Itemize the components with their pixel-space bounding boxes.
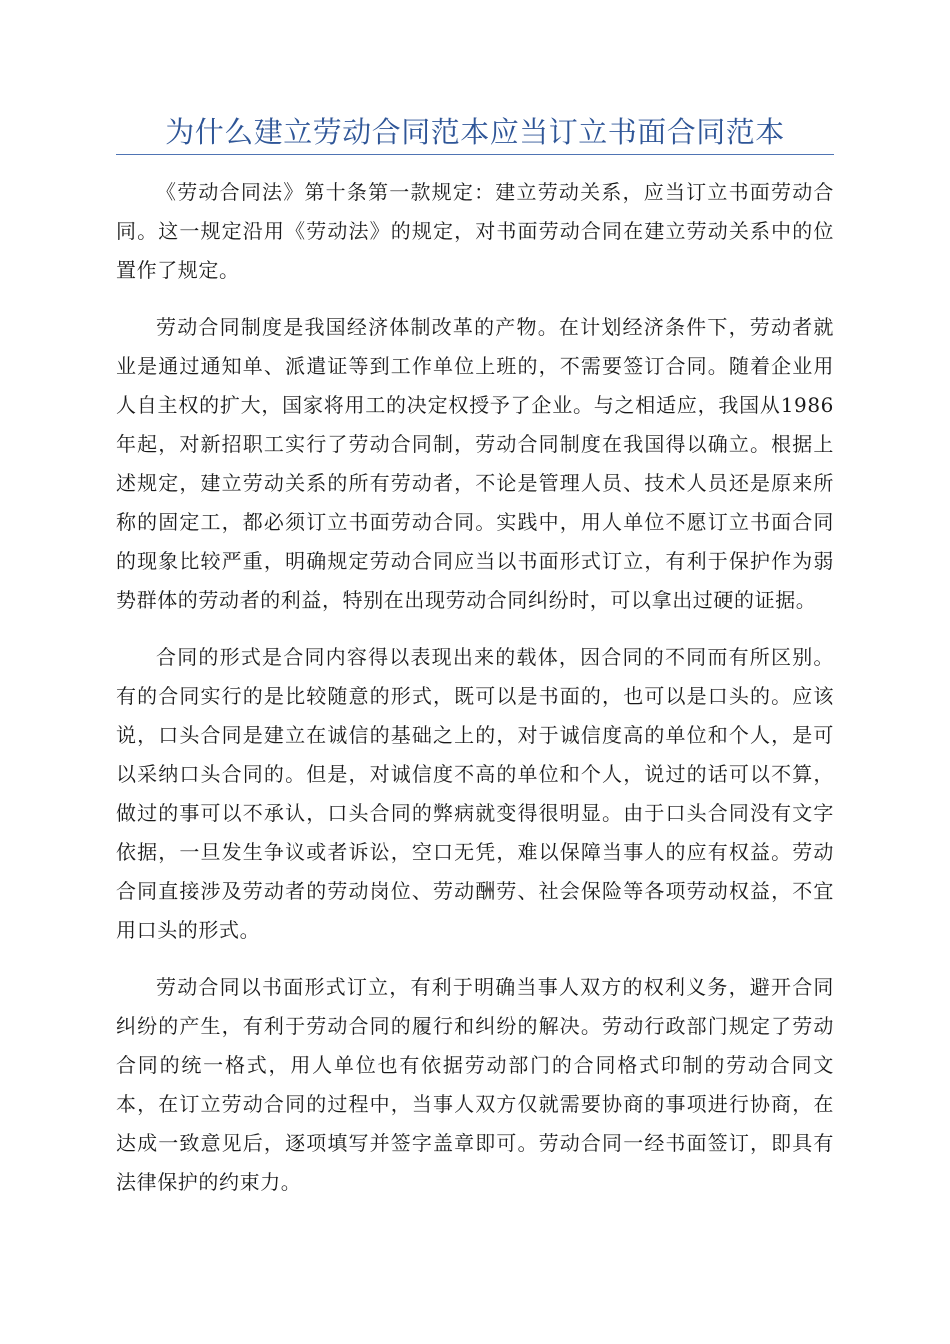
paragraph-1: 《劳动合同法》第十条第一款规定：建立劳动关系，应当订立书面劳动合同。这一规定沿用《劳动法》的规定，对书面劳动合同在建立劳动关系中的位置作了规定。 <box>116 180 834 282</box>
paragraph-2: 劳动合同制度是我国经济体制改革的产物。在计划经济条件下，劳动者就业是通过通知单、派遣证等到工作单位上班的，不需要签订合同。随着企业用人自主权的扩大，国家将用工的决定权授予了企业。与之相适应，我国从1986年起，对新招职工实行了劳动合同制，劳动合同制度在我国得以确立。根据上述规定，建立劳动关系的所有劳动者，不论是管理人员、技术人员还是原来所称的固定工，都必须订立书面劳动合同。实践中，用人单位不愿订立书面合同的现象比较严重，明确规定劳动合同应当以书面形式订立，有利于保护作为弱势群体的劳动者的利益，特别在出现劳动合同纠纷时，可以拿出过硬的证据。 <box>116 315 834 612</box>
paragraph-4: 劳动合同以书面形式订立，有利于明确当事人双方的权利义务，避开合同纠纷的产生，有利于劳动合同的履行和纠纷的解决。劳动行政部门规定了劳动合同的统一格式，用人单位也有依据劳动部门的合同格式印制的劳动合同文本，在订立劳动合同的过程中，当事人双方仅就需要协商的事项进行协商，在达成一致意见后，逐项填写并签字盖章即可。劳动合同一经书面签订，即具有法律保护的约束力。 <box>116 975 834 1194</box>
document-body <box>116 173 834 1220</box>
title-underline <box>116 154 834 155</box>
paragraph-3: 合同的形式是合同内容得以表现出来的载体，因合同的不同而有所区别。有的合同实行的是比较随意的形式，既可以是书面的，也可以是口头的。应该说，口头合同是建立在诚信的基础之上的，对于诚信度高的单位和个人，是可以采纳口头合同的。但是，对诚信度不高的单位和个人，说过的话可以不算，做过的事可以不承认，口头合同的弊病就变得很明显。由于口头合同没有文字依据，一旦发生争议或者诉讼，空口无凭，难以保障当事人的应有权益。劳动合同直接涉及劳动者的劳动岗位、劳动酬劳、社会保险等各项劳动权益，不宜用口头的形式。 <box>116 645 834 942</box>
document-title: 为什么建立劳动合同范本应当订立书面合同范本 <box>165 115 785 149</box>
